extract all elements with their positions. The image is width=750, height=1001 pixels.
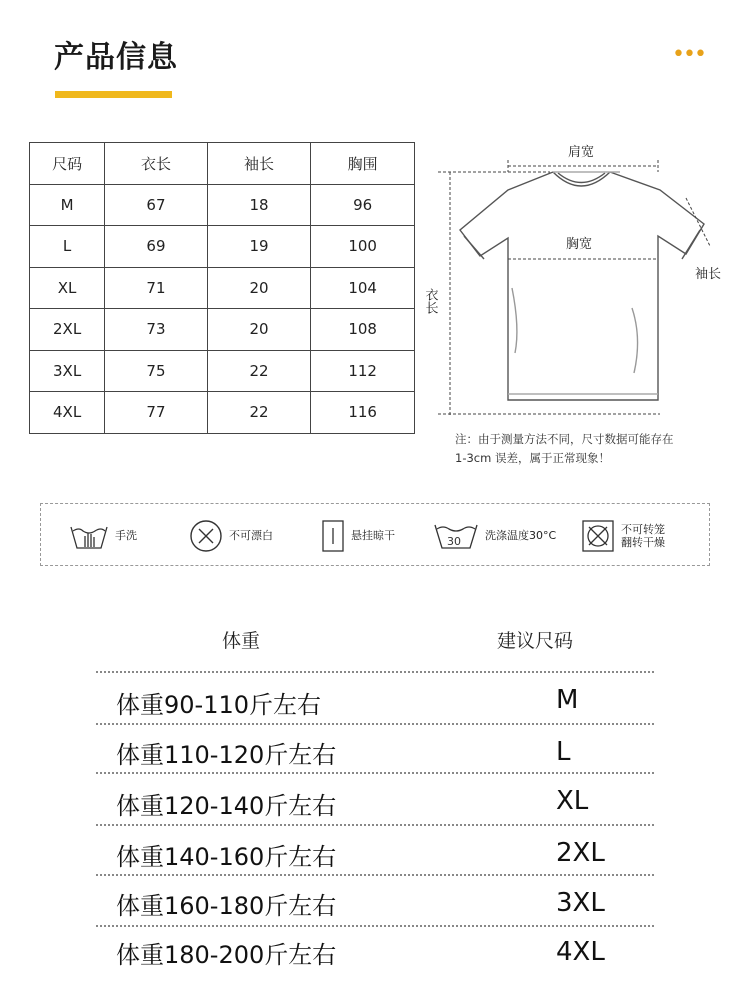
column-header: 胸围 (311, 143, 415, 185)
table-cell: 22 (207, 392, 311, 434)
title-underline (55, 91, 172, 98)
table-cell: L (30, 226, 105, 268)
recommended-size: L (556, 737, 571, 767)
care-label: 悬挂晾干 (351, 529, 395, 542)
table-cell: 104 (311, 267, 415, 309)
column-header: 袖长 (207, 143, 311, 185)
table-cell: 112 (311, 350, 415, 392)
shoulder-label: 肩宽 (568, 145, 595, 160)
table-cell: 73 (105, 309, 208, 351)
care-item-no-bleach (189, 504, 273, 567)
chest-label: 胸宽 (566, 237, 593, 252)
care-label (621, 523, 665, 549)
table-cell: 71 (105, 267, 208, 309)
table-row (30, 267, 415, 309)
column-header: 尺码 (30, 143, 105, 185)
table-cell: 4XL (30, 392, 105, 434)
recommended-size: 3XL (556, 888, 605, 918)
note-line: 1-3cm 误差，属于正常现象！ (455, 451, 610, 465)
more-dots-icon: ••• (672, 42, 705, 67)
table-cell: 3XL (30, 350, 105, 392)
recommend-row (96, 926, 654, 977)
care-instructions (40, 503, 710, 566)
recommended-size: M (556, 685, 579, 715)
weight-range: 体重160-180斤左右 (116, 892, 337, 920)
recommended-size: 4XL (556, 937, 605, 967)
table-cell: 2XL (30, 309, 105, 351)
table-cell: 77 (105, 392, 208, 434)
care-item-wash-30 (433, 504, 556, 567)
wash-30-icon (433, 521, 479, 551)
measurement-note (455, 430, 715, 468)
page-title: 产品信息 (54, 40, 178, 75)
no-tumble-dry-icon (581, 519, 615, 553)
table-cell: M (30, 184, 105, 226)
table-cell: 116 (311, 392, 415, 434)
weight-range: 体重180-200斤左右 (116, 941, 337, 969)
table-row (30, 392, 415, 434)
size-table (29, 142, 415, 434)
table-row (30, 309, 415, 351)
recommend-row (96, 724, 654, 775)
weight-range: 体重90-110斤左右 (116, 691, 322, 719)
care-item-no-tumble-dry (581, 504, 665, 567)
recommend-row (96, 672, 654, 723)
weight-range: 体重140-160斤左右 (116, 843, 337, 871)
recommend-row (96, 875, 654, 926)
recommend-row (96, 825, 654, 876)
care-label: 不可漂白 (229, 529, 273, 542)
table-row (30, 184, 415, 226)
weight-range: 体重120-140斤左右 (116, 792, 337, 820)
care-label: 手洗 (115, 529, 137, 542)
table-cell: 22 (207, 350, 311, 392)
care-label-line: 翻转干燥 (621, 535, 665, 549)
table-cell: 69 (105, 226, 208, 268)
recommend-row (96, 773, 654, 824)
table-row (30, 350, 415, 392)
care-item-line-dry (321, 504, 395, 567)
table-row (30, 226, 415, 268)
care-item-hand-wash (69, 504, 137, 567)
tshirt-measure-diagram (420, 138, 730, 423)
table-cell: 108 (311, 309, 415, 351)
table-cell: XL (30, 267, 105, 309)
table-cell: 100 (311, 226, 415, 268)
size-column-header: 建议尺码 (497, 630, 574, 652)
length-label: 衣长 (422, 288, 438, 314)
table-cell: 19 (207, 226, 311, 268)
wash-temp-text: 30 (447, 534, 461, 548)
no-bleach-icon (189, 519, 223, 553)
line-dry-icon (321, 519, 345, 553)
table-header-row (30, 143, 415, 185)
table-cell: 75 (105, 350, 208, 392)
hand-wash-icon (69, 521, 109, 551)
care-label-line: 不可转笼 (621, 522, 665, 536)
table-cell: 18 (207, 184, 311, 226)
table-cell: 20 (207, 267, 311, 309)
column-header: 衣长 (105, 143, 208, 185)
weight-range: 体重110-120斤左右 (116, 741, 337, 769)
weight-column-header: 体重 (222, 630, 261, 652)
recommended-size: XL (556, 786, 589, 816)
table-cell: 67 (105, 184, 208, 226)
recommended-size: 2XL (556, 838, 605, 868)
care-label: 洗涤温度30°C (485, 529, 557, 542)
note-line: 注：由于测量方法不同，尺寸数据可能存在 (455, 432, 674, 446)
table-cell: 20 (207, 309, 311, 351)
table-cell: 96 (311, 184, 415, 226)
sleeve-label: 袖长 (695, 267, 722, 282)
